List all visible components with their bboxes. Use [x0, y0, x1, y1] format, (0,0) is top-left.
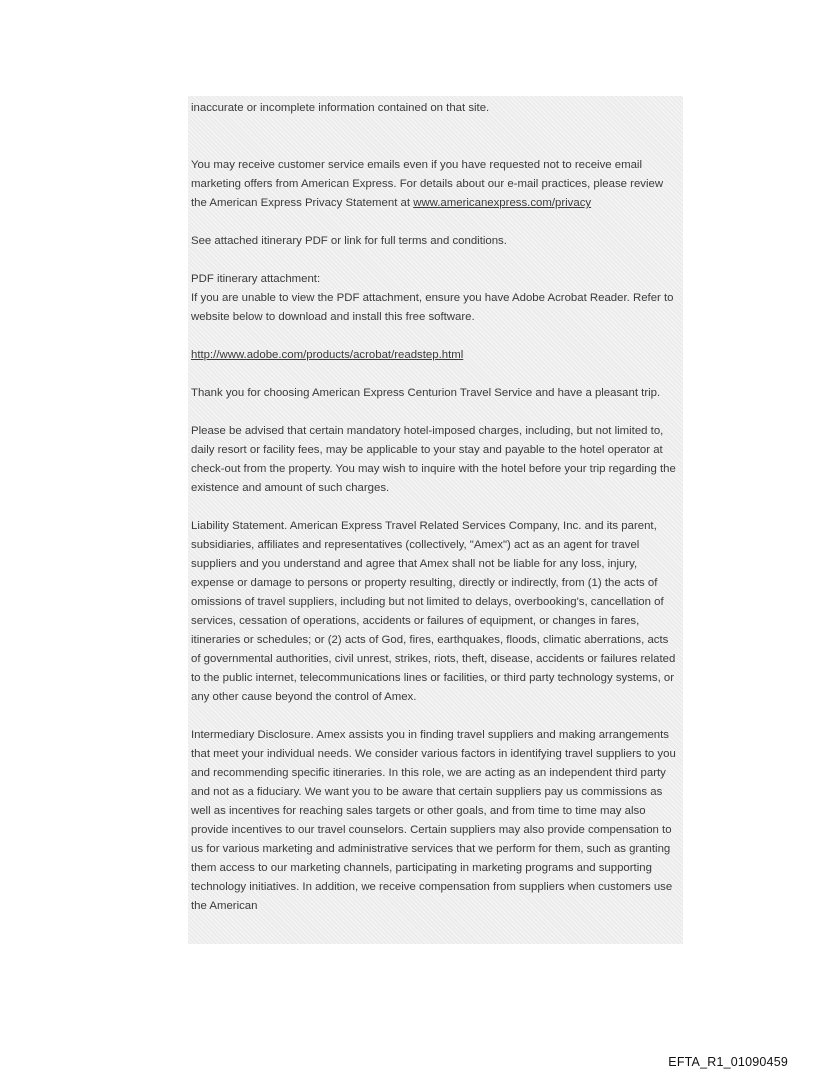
- document-text-panel: [188, 96, 683, 944]
- pdf-heading: PDF itinerary attachment:: [191, 273, 321, 285]
- document-id-label: EFTA_R1_01090459: [668, 1055, 788, 1069]
- para-hotel-charges: Please be advised that certain mandatory hotel-imposed charges, including, but not limited to, daily resort or facility fees, may be applicable to your stay and payable to the hotel operator at check-out from the property. You may wish to inquire with the hotel before your trip regarding the existence and amount of such charges.: [191, 425, 676, 494]
- para-liability-statement: Liability Statement. American Express Travel Related Services Company, Inc. and its parent, subsidiaries, affiliates and representatives (collectively, "Amex") act as an agent for travel suppliers and you understand and agree that Amex shall not be liable for any loss, injury, expense or damage to persons or property resulting, directly or indirectly, from (1) the acts of omissions of travel suppliers, including but not limited to delays, overbooking's, cancellation of services, cessation of operations, accidents or failures of equipment, or changes in fares, itineraries or schedules; or (2) acts of God, fires, earthquakes, floods, climatic aberrations, acts of governmental authorities, civil unrest, strikes, riots, theft, disease, accidents or failures related to the public internet, telecommunications lines or facilities, or third party technology systems, or any other cause beyond the control of Amex.: [191, 520, 676, 703]
- para-pdf-attachment: [191, 270, 680, 327]
- pdf-body: If you are unable to view the PDF attachment, ensure you have Adobe Acrobat Reader. Refer to website below to download and install this free software.: [191, 292, 674, 323]
- para-adobe-link: [191, 346, 680, 365]
- para-itinerary-terms: See attached itinerary PDF or link for full terms and conditions.: [191, 235, 507, 247]
- para-email-practices: [191, 156, 680, 213]
- para-intermediary-disclosure: Intermediary Disclosure. Amex assists you in finding travel suppliers and making arrangements that meet your individual needs. We consider various factors in identifying travel suppliers to you and recommending specific itineraries. In this role, we are acting as an independent third party and not as a fiduciary. We want you to be aware that certain suppliers pay us commissions as well as incentives for reaching sales targets or other goals, and from time to time may also provide incentives to our travel counselors. Certain suppliers may also provide compensation to us for various marketing and administrative services that we perform for them, such as granting them access to our marketing channels, participating in marketing programs and supporting technology initiatives. In addition, we receive compensation from suppliers when customers use the American: [191, 729, 676, 912]
- para-thanks: Thank you for choosing American Express Centurion Travel Service and have a pleasant trip.: [191, 387, 661, 399]
- para-email-text: You may receive customer service emails even if you have requested not to receive email marketing offers from American Express. For details about our e-mail practices, please review the American Express Privacy Statement at: [191, 159, 664, 209]
- privacy-statement-link[interactable]: www.americanexpress.com/privacy: [413, 197, 592, 209]
- adobe-reader-link[interactable]: http://www.adobe.com/products/acrobat/readstep.html: [191, 349, 464, 361]
- document-body: [188, 96, 683, 916]
- para-intro-tail: inaccurate or incomplete information contained on that site.: [191, 102, 490, 114]
